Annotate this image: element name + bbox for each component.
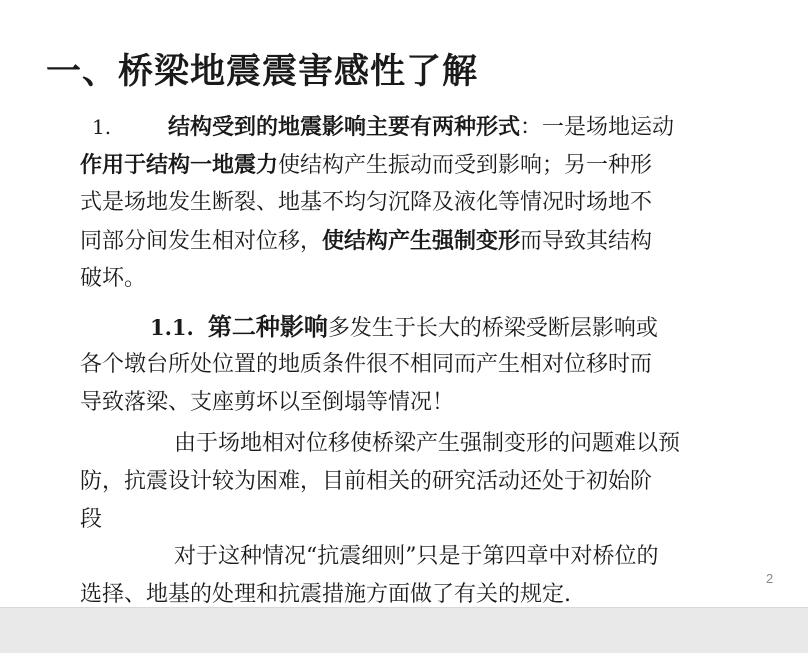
paragraph-1 bbox=[80, 108, 760, 298]
paragraph-4-line-2: 选择、地基的处理和抗震措施方面做了有关的规定. bbox=[80, 582, 571, 607]
slide-title: 一、桥梁地震震害感性了解 bbox=[46, 51, 479, 92]
paragraph-1-line-2 bbox=[80, 146, 760, 184]
paragraph-2-line-1 bbox=[80, 308, 760, 346]
page-number: 2 bbox=[766, 571, 774, 586]
paragraph-1-line-3: 式是场地发生断裂、地基不均匀沉降及液化等情况时场地不 bbox=[80, 190, 653, 215]
paragraph-3 bbox=[80, 425, 760, 539]
paragraph-1-number: 1. bbox=[92, 115, 112, 139]
paragraph-2 bbox=[80, 308, 760, 422]
paragraph-2-line-3: 导致落梁、支座剪坏以至倒塌等情况！ bbox=[80, 390, 455, 415]
paragraph-1-bold-text: 作用于结构一地震力 bbox=[80, 152, 279, 178]
paragraph-2-bold-text: 第二种影响 bbox=[207, 312, 328, 341]
paragraph-1-bold-text: 使结构产生强制变形 bbox=[322, 228, 521, 254]
paragraph-1-line-1 bbox=[80, 108, 760, 146]
paragraph-2-number: 1.1. bbox=[150, 315, 194, 340]
paragraph-1-text: 使结构产生振动而受到影响；另一种形 bbox=[278, 153, 653, 178]
paragraph-4 bbox=[80, 538, 760, 614]
paragraph-3-line-3: 段 bbox=[80, 507, 103, 532]
viewer-bottom-bar bbox=[0, 607, 808, 653]
paragraph-1-bold-text: 结构受到的地震影响主要有两种形式 bbox=[168, 114, 521, 140]
paragraph-3-line-1: 由于场地相对位移使桥梁产生强制变形的问题难以预 bbox=[174, 431, 681, 456]
paragraph-1-line-5: 破坏。 bbox=[80, 266, 147, 291]
paragraph-1-text: 同部分间发生相对位移， bbox=[80, 229, 323, 254]
paragraph-1-text: ：一是场地运动 bbox=[520, 115, 675, 140]
paragraph-4-line-1: 对于这种情况“抗震细则”只是于第四章中对桥位的 bbox=[174, 544, 659, 569]
paragraph-3-line-2: 防，抗震设计较为困难，目前相关的研究活动还处于初始阶 bbox=[80, 469, 653, 494]
paragraph-2-line-2: 各个墩台所处位置的地质条件很不相同而产生相对位移时而 bbox=[80, 352, 653, 377]
paragraph-1-text: 而导致其结构 bbox=[520, 229, 653, 254]
paragraph-1-line-4 bbox=[80, 222, 760, 260]
paragraph-2-text: 多发生于长大的桥梁受断层影响或 bbox=[327, 316, 658, 341]
